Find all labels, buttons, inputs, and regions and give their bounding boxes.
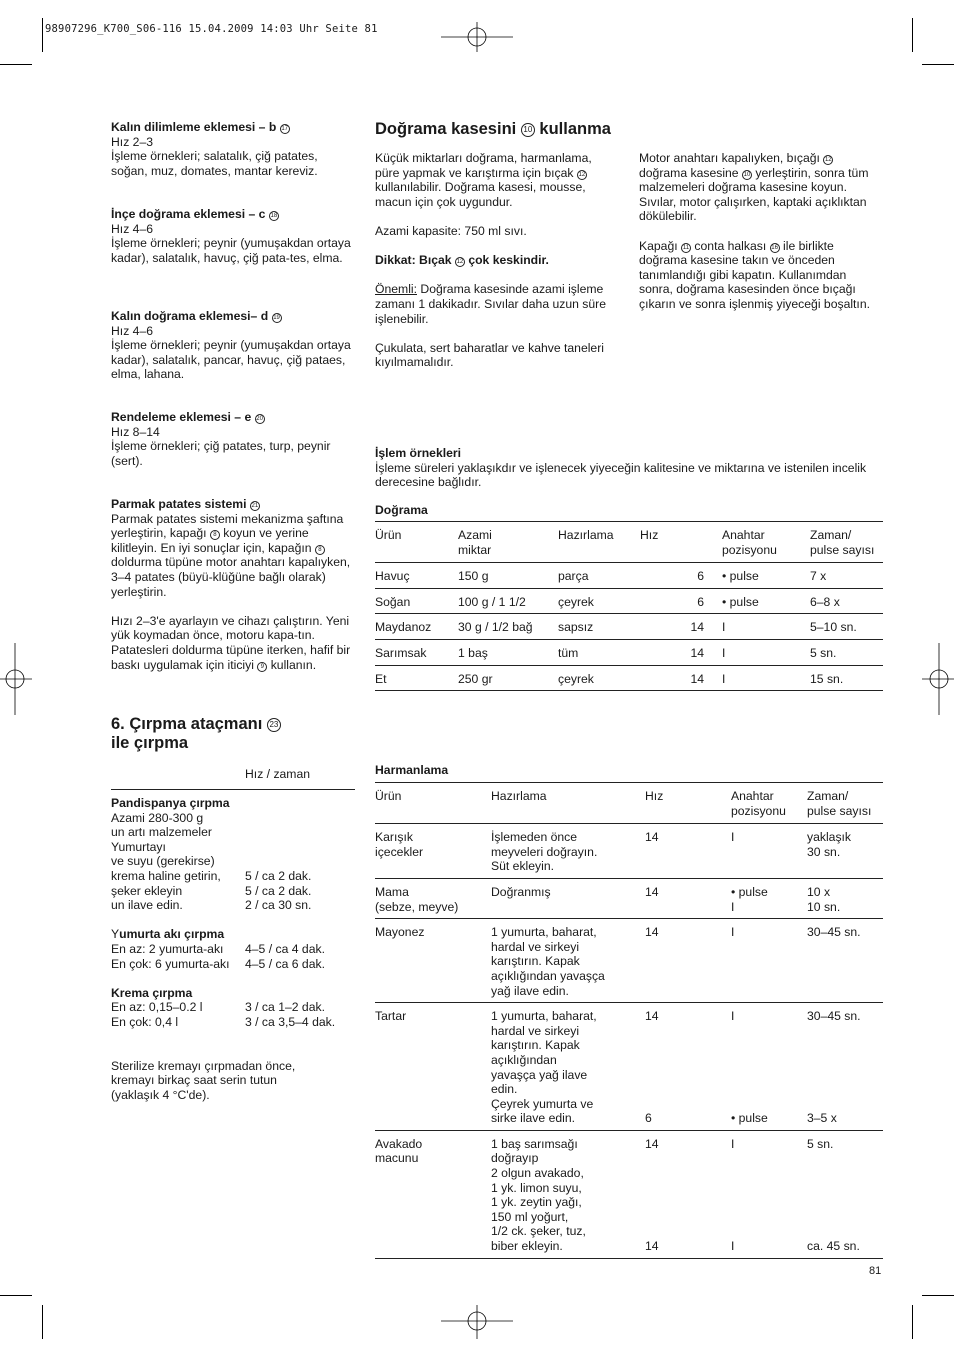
table-cell: 5–10 sn.: [810, 614, 883, 640]
crop-mark: [0, 64, 32, 65]
table-row: [111, 854, 355, 869]
table-cell: En çok: 0,4 l: [111, 1014, 179, 1029]
table-cell: I I: [731, 1130, 807, 1258]
table-row: [111, 942, 355, 957]
chopper-text: Çukulata, sert baharatlar ve kahve taneleri kıyılmamalıdır.: [375, 340, 604, 370]
sponge-table: [111, 811, 355, 913]
table-cell: 3 / ca 1–2 dak.: [245, 1000, 325, 1015]
table-cell: 6: [697, 569, 704, 584]
print-header: 98907296_K700_S06-116 15.04.2009 14:03 Uhr Seite 81: [45, 23, 378, 35]
table-cell: I: [722, 614, 810, 640]
table-row: [375, 878, 883, 918]
blending-title: Harmanlama: [375, 763, 449, 777]
crop-mark: [0, 1295, 32, 1296]
table-row: [111, 898, 355, 913]
egg-white-title-rest: umurta akı çırpma: [119, 927, 225, 942]
table-cell: 10 x 10 sn.: [807, 878, 883, 918]
chopper-text: kullanılabilir. Doğrama kasesi, mousse, macun için çok uygundur.: [375, 180, 586, 209]
table-cell: Doğranmış: [491, 878, 645, 918]
attachment-d-title: Kalın doğrama eklemesi– d: [111, 309, 269, 323]
ref-number: 19: [273, 315, 280, 321]
table-cell: ve suyu (gerekirse): [111, 854, 215, 869]
column-header: Anahtar pozisyonu: [722, 522, 810, 563]
important-text: Doğrama kasesinde azami işleme zamanı 1 dakikadır. Sıvılar daha uzun süre işlenebilir.: [375, 282, 607, 326]
column-header: Hız: [640, 522, 722, 563]
attachment-d-speed: Hız 4–6: [111, 323, 154, 338]
registration-mark-icon: [0, 643, 32, 715]
crop-mark: [922, 1295, 954, 1296]
column-header: Ürün: [375, 783, 491, 824]
table-cell: 1 yumurta, baharat, hardal ve sirkeyi karıştırın. Kapak açıklığından yavaşça yağ ilave edin. Çeyrek yumurta ve sirke ilave edin.: [491, 1003, 645, 1131]
table-header-row: [375, 522, 883, 563]
ref-number: 12: [824, 157, 832, 163]
examples-title: İşlem örnekleri: [375, 446, 462, 460]
attachment-c: [111, 207, 353, 265]
table-row: [375, 639, 883, 665]
table-cell: 14: [645, 878, 731, 918]
table-cell: 30 g / 1/2 bağ: [458, 614, 558, 640]
attachment-b: [111, 120, 353, 178]
table-row: [111, 825, 355, 840]
table-row: [375, 614, 883, 640]
table-cell: 100 g / 1 1/2: [458, 588, 558, 614]
table-cell: 3 / ca 3,5–4 dak.: [245, 1014, 336, 1029]
sponge-title: Pandispanya çırpma: [111, 796, 230, 810]
table-row: [375, 1003, 883, 1131]
chopper-title-text: Doğrama kasesini: [375, 120, 517, 138]
ref-number: 9: [257, 662, 267, 672]
registration-mark-icon: [922, 643, 954, 715]
table-cell: 14: [645, 830, 659, 845]
table-row: [111, 957, 355, 972]
table-cell: 15 sn.: [810, 665, 883, 691]
ref-number: 11: [682, 244, 690, 251]
table-cell: Mama (sebze, meyve): [375, 878, 491, 918]
table-cell: yaklaşık 30 sn.: [807, 830, 852, 859]
table-cell: I: [722, 665, 810, 691]
table-cell: Havuç: [375, 569, 410, 584]
chopper-col-1: [375, 151, 615, 370]
table-cell: 5 sn. ca. 45 sn.: [807, 1130, 883, 1258]
page-number: 81: [869, 1265, 882, 1277]
crop-mark: [912, 1305, 913, 1339]
attachment-e-speed: Hız 8–14: [111, 424, 160, 439]
table-cell: Avakado macunu: [375, 1130, 491, 1258]
table-cell: 14: [640, 665, 722, 691]
ref-number: 18: [270, 213, 278, 219]
chopper-text: conta halkası: [694, 238, 767, 253]
table-cell: [245, 811, 355, 826]
ref-number: 12: [578, 171, 586, 178]
crop-mark: [42, 18, 43, 52]
attachment-c-title: İnçe doğrama eklemesi – c: [111, 207, 266, 221]
table-cell: 14 14: [645, 1130, 731, 1258]
chopping-title: Doğrama: [375, 503, 428, 517]
section-6-title-line1: 6. Çırpma ataçmanı: [111, 715, 263, 733]
table-cell: 4–5 / ca 6 dak.: [245, 956, 325, 971]
whipping-block: [111, 796, 355, 1102]
table-cell: En çok: 6 yumurta-akı: [111, 956, 230, 971]
table-cell: çeyrek: [558, 665, 640, 691]
attachment-e: [111, 410, 353, 468]
chopping-table: [375, 521, 883, 691]
table-cell: sapsız: [558, 614, 640, 640]
chopper-text: doğrama kasesine: [639, 165, 739, 180]
table-row: [375, 588, 883, 614]
attachment-e-text: İşleme örnekleri; çiğ patates, turp, peynir (sert).: [111, 439, 331, 468]
table-row: [375, 665, 883, 691]
table-cell: İşlemeden önce meyveleri doğrayın. Süt ekleyin.: [491, 830, 598, 874]
table-cell: [245, 854, 355, 869]
cream-title: Krema çırpma: [111, 985, 193, 1000]
table-row: [375, 919, 883, 1003]
table-cell: 14: [640, 639, 722, 665]
attachment-f: [111, 497, 353, 672]
attachment-b-title: Kalın dilimleme eklemesi – b: [111, 120, 277, 134]
table-cell: Yumurtayı: [111, 839, 166, 854]
attachment-d: [111, 309, 353, 382]
table-cell: 4–5 / ca 4 dak.: [245, 941, 325, 956]
table-cell: 1 baş sarımsağı doğrayıp 2 olgun avakado, 1 yk. limon suyu, 1 yk. zeytin yağı, 150 ml yoğurt, 1/2 ck. şeker, tuz, biber ekleyin.: [491, 1130, 645, 1258]
table-cell: [245, 825, 355, 840]
table-cell: 14 6: [645, 1003, 731, 1131]
ref-number: 16: [771, 244, 778, 251]
table-cell: 150 g: [458, 569, 489, 584]
table-cell: 14: [645, 919, 731, 1003]
table-cell: I: [731, 919, 807, 1003]
table-cell: 5 / ca 2 dak.: [245, 868, 312, 883]
chopper-col-2: [639, 151, 879, 312]
chopper-text: Motor anahtarı kapalıyken, bıçağı: [639, 151, 820, 165]
table-cell: En az: 2 yumurta-akı: [111, 941, 224, 956]
important-label: Önemli:: [375, 282, 417, 297]
table-cell: şeker ekleyin: [111, 883, 183, 898]
table-cell: Karışık içecekler: [375, 830, 424, 859]
chopper-text: Kapağı: [639, 238, 678, 253]
ref-number: 12: [456, 259, 464, 266]
table-cell: • pulse I: [731, 878, 807, 918]
egg-white-title-initial: Y: [111, 927, 120, 942]
table-cell: krema haline getirin,: [111, 868, 221, 883]
table-cell: I: [722, 639, 810, 665]
ref-number: 20: [256, 416, 263, 422]
table-cell: [245, 840, 355, 855]
table-cell: 30–45 sn. 3–5 x: [807, 1003, 883, 1131]
table-row: [111, 811, 355, 826]
ref-number: 10: [521, 123, 535, 137]
attachment-f-title: Parmak patates sistemi: [111, 497, 247, 511]
ref-number: 8: [315, 545, 325, 555]
column-header: Ürün: [375, 522, 458, 563]
crop-mark: [42, 1305, 43, 1339]
capacity-text: Azami kapasite: 750 ml sıvı.: [375, 223, 527, 238]
egg-white-table: [111, 942, 355, 971]
column-header: Anahtar pozisyonu: [731, 783, 807, 824]
attachment-e-title: Rendeleme eklemesi – e: [111, 410, 252, 424]
divider: [111, 789, 355, 790]
table-cell: tüm: [558, 639, 640, 665]
table-cell: Azami 280-300 g: [111, 810, 204, 825]
table-row: [375, 824, 883, 879]
section-6-title: [111, 715, 361, 753]
attachment-f-text: koyun ve yerine kilitleyin. En iyi sonuçlar için, kapağın: [111, 526, 312, 555]
warning-text: Dikkat: Bıçak: [375, 253, 452, 268]
ref-number: 17: [281, 126, 289, 132]
table-cell: 14: [640, 614, 722, 640]
attachment-f-text: Parmak patates sistemi mekanizma şaftına yerleştirin, kapağı: [111, 511, 344, 541]
table-cell: Sarımsak: [375, 639, 458, 665]
registration-mark-icon: [441, 22, 513, 52]
table-cell: 7 x: [810, 569, 827, 584]
examples-intro: [375, 446, 885, 490]
section-6-title-line2: ile çırpma: [111, 734, 189, 752]
table-row: [375, 1130, 883, 1258]
crop-mark: [912, 18, 913, 52]
column-header: Hız: [645, 783, 731, 824]
blending-table: [375, 782, 883, 1259]
attachment-f-text: Hızı 2–3'e ayarlayın ve cihazı çalıştırın. Yeni yük koymadan önce, motoru kapa-tın. Patatesleri doldurma tüpüne iterken, hafif bir baskı uygulamak için iticiyi: [111, 613, 351, 672]
table-cell: çeyrek: [558, 588, 640, 614]
chopper-text: yerleştirin, sonra tüm malzemeleri doğrama kasesine koyun. Sıvılar, motor çalışırken, kaptaki açıklıktan dökülebilir.: [639, 165, 869, 224]
table-cell: Soğan: [375, 588, 458, 614]
egg-white-title: [111, 927, 224, 941]
column-header: Hazırlama: [491, 783, 645, 824]
chopper-text: ile birlikte doğrama kasesine takın ve önceden tanımlandığı gibi kapatın. Kullanımdan sonra, doğrama kasesinden önce bıçağı çıkarın ve sonra işlenmiş yiyeceği boşaltın.: [639, 238, 870, 311]
table-cell: un artı malzemeler: [111, 825, 212, 840]
ref-number: 23: [267, 718, 281, 732]
examples-text: İşleme süreleri yaklaşıkdır ve işlenecek yiyeceğin kalitesine ve miktarına ve istenilen incelik derecesine bağlıdır.: [375, 460, 867, 490]
table-cell: parça: [558, 569, 589, 584]
attachment-c-text: İşleme örnekleri; peynir (yumuşakdan ortaya kadar), salatalık, havuç, çiğ pata-tes, elma.: [111, 236, 351, 265]
table-header-row: [375, 783, 883, 824]
chopper-text: Küçük miktarları doğrama, harmanlama, püre yapmak ve karıştırma için bıçak: [375, 151, 592, 180]
column-header: Azami miktar: [458, 522, 558, 563]
column-header: Zaman/ pulse sayısı: [810, 522, 883, 563]
table-cell: 30–45 sn.: [807, 919, 883, 1003]
table-row: [111, 1000, 355, 1015]
table-cell: 5 sn.: [810, 639, 883, 665]
table-cell: Tartar: [375, 1003, 491, 1131]
table-cell: • pulse: [722, 588, 810, 614]
table-row: [111, 1015, 355, 1030]
table-cell: Maydanoz: [375, 614, 458, 640]
table-cell: 5 / ca 2 dak.: [245, 883, 312, 898]
table-row: [111, 884, 355, 899]
table-cell: • pulse: [722, 569, 759, 584]
cream-table: [111, 1000, 355, 1029]
table-cell: Mayonez: [375, 919, 491, 1003]
table-row: [111, 869, 355, 884]
attachment-f-text: kullanın.: [270, 657, 317, 672]
sterilize-note: Sterilize kremayı çırpmadan önce, kremayı birkaç saat serin tutun (yaklaşık 4 °C'de).: [111, 1058, 296, 1102]
table-cell: En az: 0,15–0.2 l: [111, 1000, 203, 1015]
table-cell: 6–8 x: [810, 588, 883, 614]
attachment-c-speed: Hız 4–6: [111, 221, 154, 236]
attachment-f-text: doldurma tüpüne motor anahtarı kapalıyken, 3–4 patates (büyü-klüğüne bağlı olarak) yerleştirin.: [111, 555, 351, 599]
ref-number: 8: [210, 530, 220, 540]
column-header: Zaman/ pulse sayısı: [807, 783, 883, 824]
table-cell: 1 baş: [458, 639, 558, 665]
table-row: [111, 840, 355, 855]
warning-text: çok keskindir.: [468, 253, 549, 268]
table-cell: I: [731, 830, 735, 845]
column-header: Hazırlama: [558, 522, 640, 563]
table-cell: 2 / ca 30 sn.: [245, 898, 312, 913]
chopper-title-text: kullanma: [539, 120, 611, 138]
ref-number: 10: [743, 171, 751, 178]
table-cell: 1 yumurta, baharat, hardal ve sirkeyi karıştırın. Kapak açıklığından yavaşça yağ ilave edin.: [491, 919, 645, 1003]
table-cell: Et: [375, 665, 458, 691]
speed-time-header: Hız / zaman: [245, 767, 311, 781]
attachment-d-text: İşleme örnekleri; peynir (yumuşakdan ortaya kadar), salatalık, pancar, havuç, çiğ pataes, elma, lahana.: [111, 338, 351, 382]
table-cell: 250 gr: [458, 665, 558, 691]
ref-number: 21: [251, 503, 259, 509]
attachment-b-text: İşleme örnekleri; salatalık, çiğ patates, soğan, muz, domates, mantar kereviz.: [111, 149, 318, 178]
table-cell: I • pulse: [731, 1003, 807, 1131]
chopper-title: [375, 120, 611, 139]
table-cell: un ilave edin.: [111, 898, 183, 913]
attachment-b-speed: Hız 2–3: [111, 134, 154, 149]
table-row: [375, 563, 883, 589]
crop-mark: [922, 64, 954, 65]
table-cell: 6: [640, 588, 722, 614]
registration-mark-icon: [441, 1305, 513, 1339]
